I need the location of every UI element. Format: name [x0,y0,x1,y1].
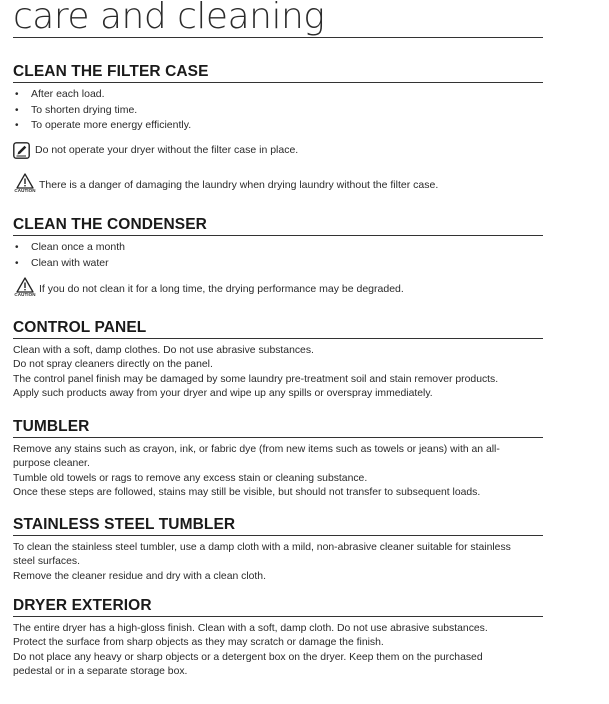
list-item: • Clean with water [13,256,543,272]
caution-text: There is a danger of damaging the laundry when drying laundry without the filter case. [39,178,439,191]
filter-case-list [13,87,543,134]
paragraph-line: Do not place any heavy or sharp objects or a detergent box on the dryer. Keep them on the purchased [13,651,483,663]
control-panel-heading: CONTROL PANEL [13,319,543,339]
paragraph-line: Protect the surface from sharp objects as they may scratch or damage the finish. [13,637,384,649]
paragraph-line: The entire dryer has a high-gloss finish. Clean with a soft, damp cloth. Do not use abrasive substances. [13,623,488,634]
paragraph-line: The control panel finish may be damaged by some laundry pre-treatment soil and stain remover products. [13,373,499,385]
note-pencil-icon [13,142,35,163]
section-stainless-tumbler [13,516,543,584]
section-filter-case [13,63,543,193]
paragraph-line: To clean the stainless steel tumbler, use a damp cloth with a mild, non-abrasive cleaner suitable for stainless [13,542,511,553]
list-item: • To operate more energy efficiently. [13,118,543,134]
section-dryer-exterior [13,597,543,679]
paragraph-line: Do not spray cleaners directly on the panel. [13,359,213,371]
list-item: • After each load. [13,87,543,103]
condenser-heading: CLEAN THE CONDENSER [13,216,543,236]
list-item: • To shorten drying time. [13,103,543,119]
filter-case-heading: CLEAN THE FILTER CASE [13,63,543,83]
note-text: Do not operate your dryer without the filter case in place. [35,143,299,156]
tumbler-heading: TUMBLER [13,418,543,438]
page-title: care and cleaning [13,0,325,37]
section-tumbler [13,418,543,500]
paragraph-line: Apply such products away from your dryer and wipe up any spills or overspray immediately. [13,387,433,399]
paragraph-line: pedestal or in a separate storage box. [13,665,188,677]
filter-case-note [13,142,543,163]
section-condenser [13,216,543,297]
caution-label: CAUTION [14,292,36,297]
section-control-panel [13,319,543,401]
condenser-list [13,240,543,271]
title-divider [13,37,543,38]
paragraph-line: Tumble old towels or rags to remove any excess stain or cleaning substance. [13,472,368,484]
paragraph-line: steel surfaces. [13,556,80,568]
list-item: • Clean once a month [13,240,543,256]
exterior-heading: DRYER EXTERIOR [13,597,543,617]
paragraph-line: Once these steps are followed, stains may still be visible, but should not transfer to subsequent loads. [13,486,481,498]
paragraph-line: Clean with a soft, damp clothes. Do not use abrasive substances. [13,345,314,356]
paragraph-line: Remove any stains such as crayon, ink, or fabric dye (from new items such as towels or jeans) with an all- [13,444,500,455]
paragraph-line: Remove the cleaner residue and dry with a clean cloth. [13,570,266,582]
paragraph-line: purpose cleaner. [13,458,90,470]
caution-warning-icon [13,277,37,297]
caution-text: If you do not clean it for a long time, the drying performance may be degraded. [39,283,404,295]
condenser-caution [13,277,543,297]
caution-warning-icon [13,173,37,193]
filter-case-caution [13,173,543,193]
stainless-heading: STAINLESS STEEL TUMBLER [13,516,543,536]
caution-label: CAUTION [14,187,36,193]
